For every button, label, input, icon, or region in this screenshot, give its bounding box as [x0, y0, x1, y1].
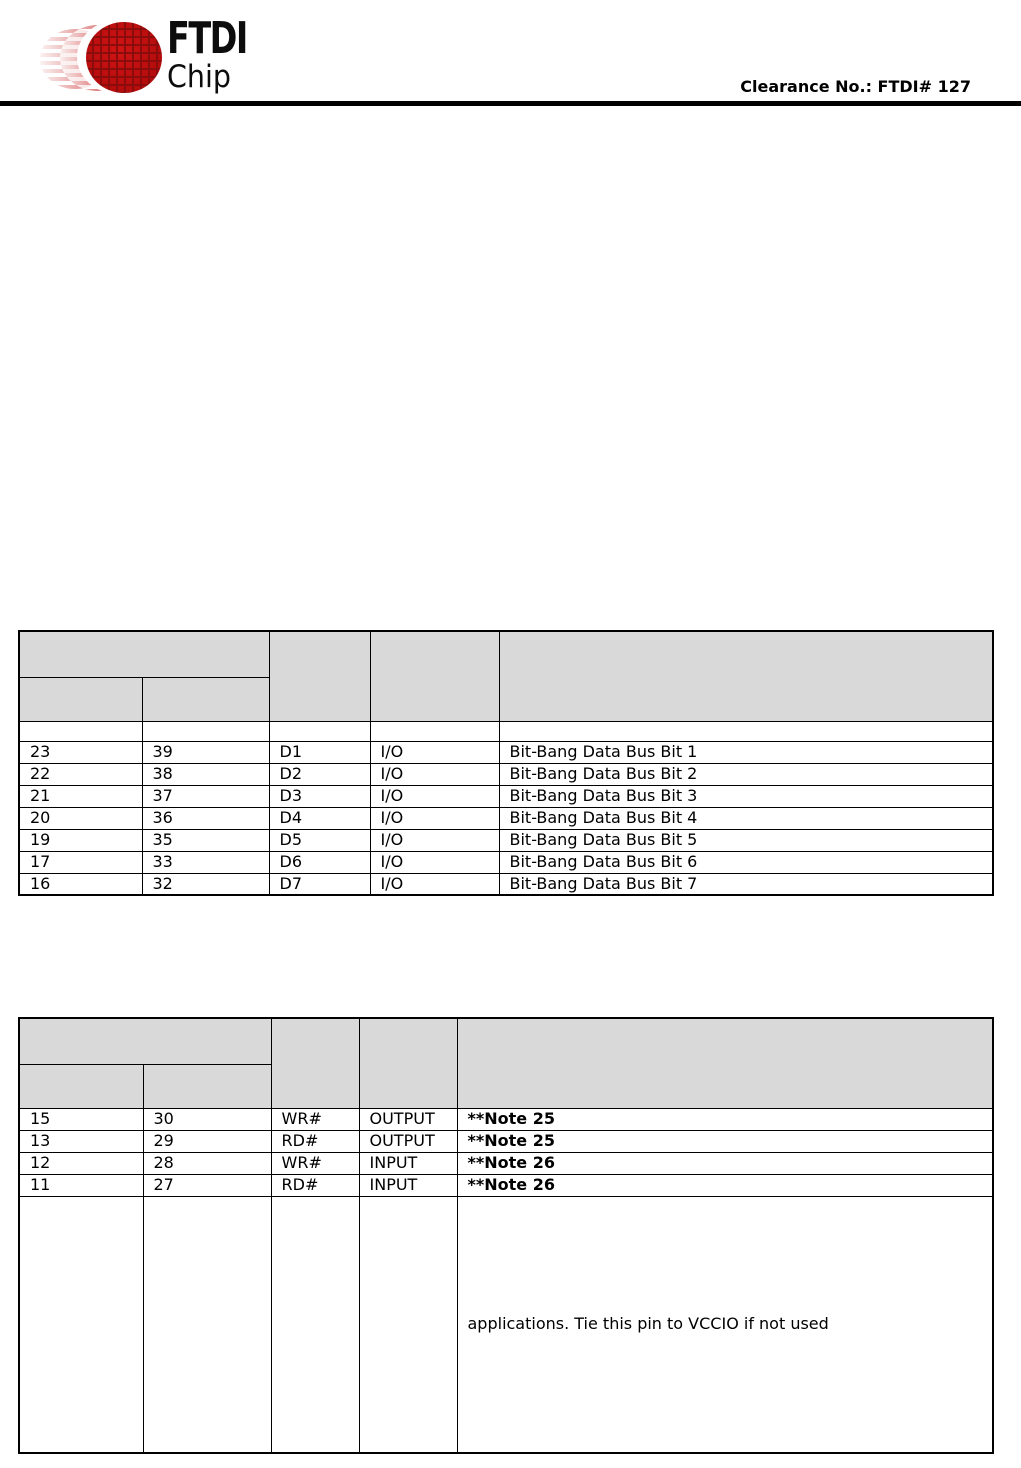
cell-pin2: 37	[142, 785, 269, 807]
table-row	[19, 851, 993, 873]
cell-description: Bit-Bang Data Bus Bit 4	[499, 807, 993, 829]
cell-description: Bit-Bang Data Bus Bit 5	[499, 829, 993, 851]
cell	[359, 1196, 457, 1453]
cell-type: I/O	[370, 829, 499, 851]
table-blank-row	[19, 721, 993, 741]
cell-pin: 23	[19, 741, 142, 763]
header-cell-description	[457, 1018, 993, 1108]
table-row	[19, 763, 993, 785]
table-row	[19, 1108, 993, 1130]
cell-description: Bit-Bang Data Bus Bit 3	[499, 785, 993, 807]
header-cell-pinno-group	[19, 631, 269, 677]
cell-description: Bit-Bang Data Bus Bit 2	[499, 763, 993, 785]
cell-type: INPUT	[359, 1174, 457, 1196]
logo-text-chip: Chip	[167, 59, 232, 95]
cell-description: Bit-Bang Data Bus Bit 1	[499, 741, 993, 763]
cell-pin2: 32	[142, 873, 269, 895]
cell-type: I/O	[370, 851, 499, 873]
cell-pin2: 39	[142, 741, 269, 763]
cell-description: Bit-Bang Data Bus Bit 6	[499, 851, 993, 873]
table-row	[19, 1130, 993, 1152]
cell-type: I/O	[370, 763, 499, 785]
header-cell-pinno-group	[19, 1018, 271, 1064]
cell-type: I/O	[370, 785, 499, 807]
header-divider-rule	[0, 101, 1021, 106]
cell-signal: WR#	[271, 1108, 359, 1130]
cell-pin: 22	[19, 763, 142, 785]
cell	[143, 1196, 271, 1453]
table-row	[19, 741, 993, 763]
cell-type: INPUT	[359, 1152, 457, 1174]
cell-pin: 21	[19, 785, 142, 807]
header-cell-name	[271, 1018, 359, 1108]
cell-type: OUTPUT	[359, 1108, 457, 1130]
cell-type: I/O	[370, 807, 499, 829]
table-row	[19, 1152, 993, 1174]
cell-signal: RD#	[271, 1130, 359, 1152]
header-subcell-2	[143, 1064, 271, 1108]
cell-type: I/O	[370, 741, 499, 763]
table-row	[19, 829, 993, 851]
cell-signal: D7	[269, 873, 370, 895]
cell-description: Bit-Bang Data Bus Bit 7	[499, 873, 993, 895]
cell-pin2: 28	[143, 1152, 271, 1174]
cell-pin2: 27	[143, 1174, 271, 1196]
cell-note: **Note 25	[457, 1130, 993, 1152]
cell-signal: D1	[269, 741, 370, 763]
cell-pin2: 33	[142, 851, 269, 873]
cell-signal: D5	[269, 829, 370, 851]
cell-signal: D4	[269, 807, 370, 829]
header-cell-type	[359, 1018, 457, 1108]
cell-signal: D3	[269, 785, 370, 807]
table-row	[19, 873, 993, 895]
logo-text-ftdi: FTDI	[167, 13, 247, 64]
logo-red-disc-icon	[86, 22, 162, 93]
table-header-row	[19, 1018, 993, 1064]
cell-pin: 17	[19, 851, 142, 873]
cell	[499, 721, 993, 741]
header-subcell-1	[19, 677, 142, 721]
cell	[19, 1196, 143, 1453]
header-cell-description	[499, 631, 993, 721]
control-signals-table	[18, 1017, 994, 1454]
table-row	[19, 807, 993, 829]
cell-note: **Note 26	[457, 1152, 993, 1174]
cell-pin2: 35	[142, 829, 269, 851]
cell	[19, 721, 142, 741]
cell	[370, 721, 499, 741]
cell-pin: 12	[19, 1152, 143, 1174]
cell-description-overflow: applications. Tie this pin to VCCIO if not used	[457, 1196, 993, 1453]
table-header-row	[19, 631, 993, 677]
cell	[142, 721, 269, 741]
cell-type: OUTPUT	[359, 1130, 457, 1152]
cell-pin: 20	[19, 807, 142, 829]
bit-bang-data-bus-table	[18, 630, 994, 896]
cell-pin: 16	[19, 873, 142, 895]
cell-pin2: 36	[142, 807, 269, 829]
cell	[269, 721, 370, 741]
table-row	[19, 785, 993, 807]
cell-signal: WR#	[271, 1152, 359, 1174]
cell-pin: 13	[19, 1130, 143, 1152]
cell-signal: RD#	[271, 1174, 359, 1196]
header-cell-name	[269, 631, 370, 721]
cell-pin2: 29	[143, 1130, 271, 1152]
cell-signal: D6	[269, 851, 370, 873]
table-tall-row	[19, 1196, 993, 1453]
cell-note: **Note 25	[457, 1108, 993, 1130]
cell-pin2: 30	[143, 1108, 271, 1130]
header-subcell-1	[19, 1064, 143, 1108]
cell	[271, 1196, 359, 1453]
cell-pin2: 38	[142, 763, 269, 785]
table-row	[19, 1174, 993, 1196]
cell-type: I/O	[370, 873, 499, 895]
cell-signal: D2	[269, 763, 370, 785]
cell-pin: 15	[19, 1108, 143, 1130]
header-subcell-2	[142, 677, 269, 721]
cell-note: **Note 26	[457, 1174, 993, 1196]
ftdi-chip-logo	[40, 12, 260, 102]
cell-pin: 11	[19, 1174, 143, 1196]
header-cell-type	[370, 631, 499, 721]
clearance-number: Clearance No.: FTDI# 127	[740, 77, 971, 96]
cell-pin: 19	[19, 829, 142, 851]
